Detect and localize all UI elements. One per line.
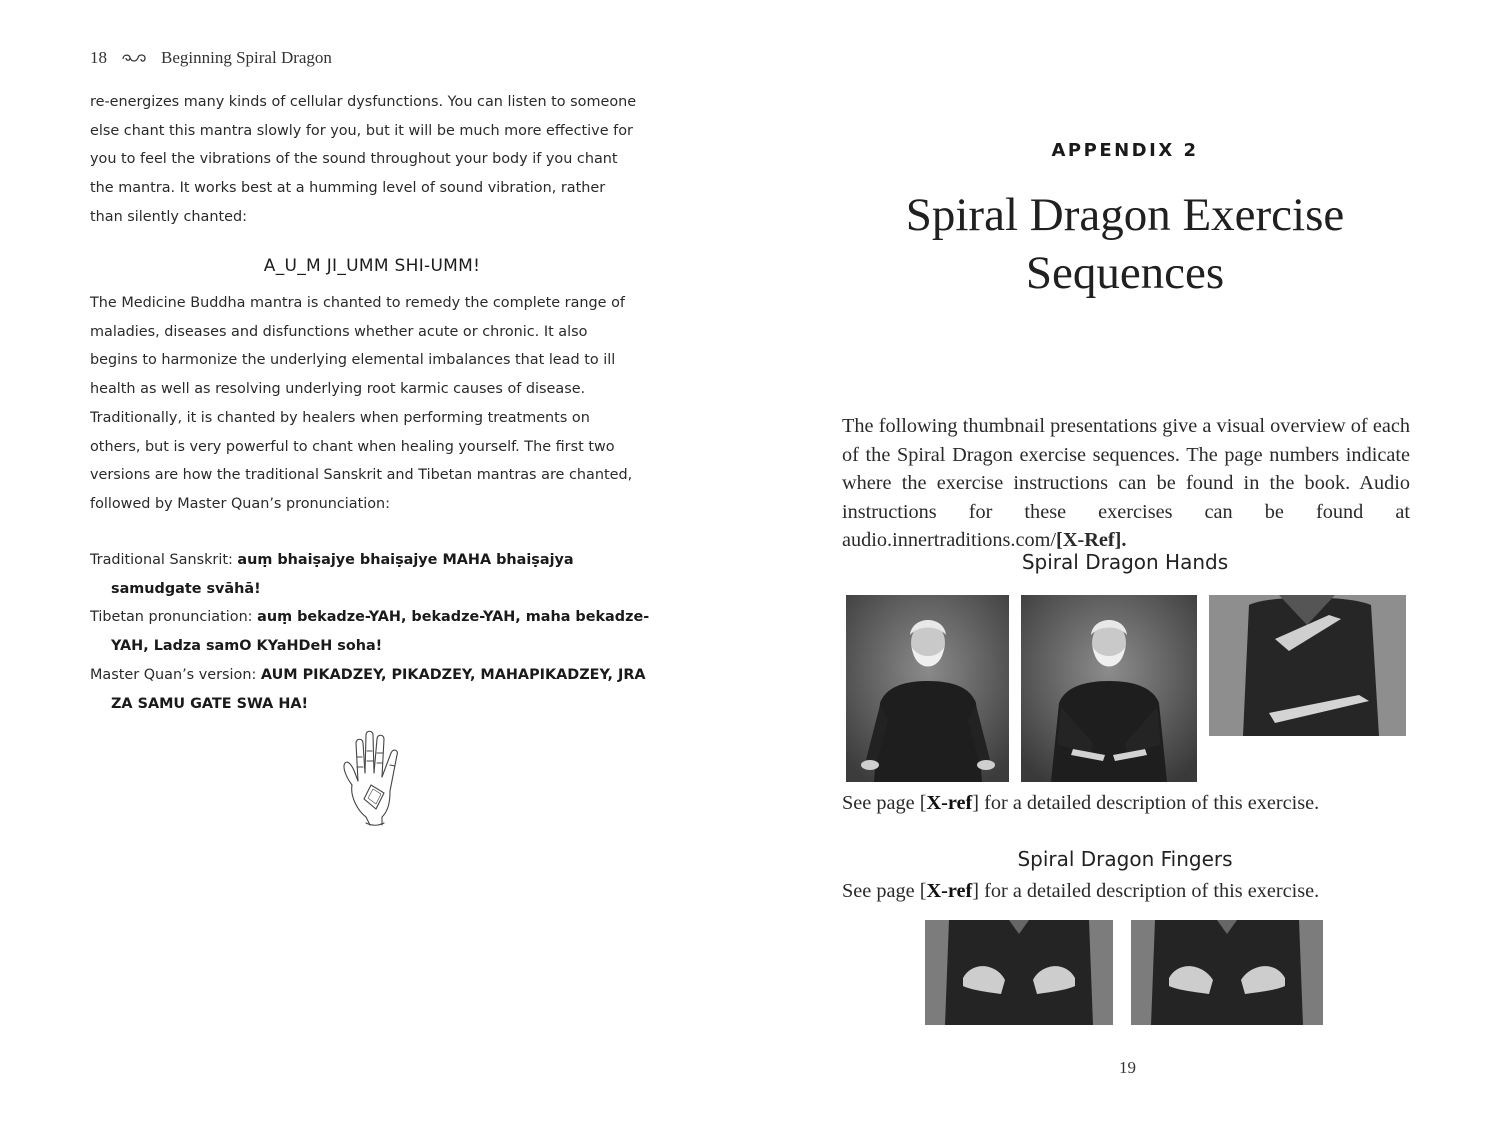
chapter-title-line-1: Spiral Dragon Exercise <box>905 189 1345 241</box>
running-head <box>90 48 332 68</box>
version-label: Master Quan’s version: <box>90 666 257 683</box>
intro-paragraph <box>842 412 1410 555</box>
paragraph-1: re-energizes many kinds of cellular dysfunctions. You can listen to someone else chant this mantra slowly for you, but it will be much more effective for you to feel the vibrations of the sound throughout your body if you chant the mantra. It works best at a humming level of sound vibration, rather than silently chanted: <box>90 94 637 225</box>
xref-bracket-close: ] <box>972 792 980 814</box>
section-title-fingers: Spiral Dragon Fingers <box>1017 847 1233 871</box>
xref-bracket-close: ] <box>972 880 980 902</box>
version-text: auṃ bhaiṣajye bhaiṣajye MAHA bhaiṣajya samudgate svāhā! <box>111 552 574 597</box>
version-label: Traditional Sanskrit: <box>90 552 233 568</box>
photo-hands-1 <box>846 595 1009 782</box>
version-label: Tibetan pronunciation: <box>90 609 253 626</box>
paragraph-2: The Medicine Buddha mantra is chanted to remedy the complete range of maladies, diseases and disfunctions whether acute or chronic. It also begins to harmonize the underlying elemental imbalances that lead to ill health as well as resolving underlying root karmic causes of disease. Traditionally, it is chanted by healers when performing treatments on others, but is very powerful to chant when healing yourself. The first two versions are how the traditional Sanskrit and Tibetan mantras are chanted, followed by Master Quan’s pronunciation: <box>90 295 633 512</box>
chapter-title-line-2: Sequences <box>1025 247 1225 299</box>
see-page-text: See page <box>842 880 920 902</box>
page-number-left: 18 <box>90 48 107 67</box>
palm-hand-illustration <box>336 727 416 831</box>
photo-hands-3 <box>1209 595 1406 736</box>
appendix-label: APPENDIX 2 <box>1051 140 1199 161</box>
version-text: AUM PIKADZEY, PIKADZEY, MAHAPIKADZEY, JRA ZA SAMU GATE SWA HA! <box>111 666 646 712</box>
see-page-note-fingers <box>842 880 1412 903</box>
intro-text: The following thumbnail presentations give a visual overview of each of the Spiral Dragon exercise sequences. The page numbers indicate where the exercise instructions can be found in the book. Audio instructions for these exercises can be found at audio.innertraditions.com/ <box>842 415 1410 552</box>
xref-bracket-close: ]. <box>1114 529 1127 552</box>
version-master-quan <box>90 661 650 718</box>
running-title: Beginning Spiral Dragon <box>161 48 332 67</box>
xref-bracket-open: [ <box>919 880 927 902</box>
photo-fingers-2 <box>1131 920 1323 1025</box>
xref-bracket-open: [ <box>919 792 927 814</box>
right-page <box>750 0 1500 1125</box>
version-sanskrit <box>90 546 650 603</box>
see-page-text: See page <box>842 792 920 814</box>
photo-fingers-1 <box>925 920 1113 1025</box>
section-title-hands: Spiral Dragon Hands <box>1021 550 1229 574</box>
mantra-versions-list <box>90 546 650 718</box>
photo-hands-2 <box>1021 595 1197 782</box>
chapter-title <box>840 186 1410 302</box>
xref-link-hands[interactable]: X-ref <box>926 792 973 814</box>
mantra-heading: A_U_M JI_UMM SHI-UMM! <box>263 256 481 276</box>
see-page-note-hands <box>842 792 1412 815</box>
version-tibetan <box>90 603 650 660</box>
xref-link-fingers[interactable]: X-ref <box>926 880 973 902</box>
xref-link[interactable]: X-Ref <box>1062 529 1115 552</box>
see-page-text: for a detailed description of this exercise. <box>979 792 1320 814</box>
xref-bracket-open: [ <box>1056 529 1063 552</box>
page-number-right: 19 <box>1119 1058 1136 1077</box>
swirl-ornament-icon <box>121 51 147 65</box>
version-text: auṃ bekadze-YAH, bekadze-YAH, maha bekadze-YAH, Ladza samO KYaHDeH soha! <box>111 609 650 655</box>
see-page-text: for a detailed description of this exercise. <box>979 880 1320 902</box>
